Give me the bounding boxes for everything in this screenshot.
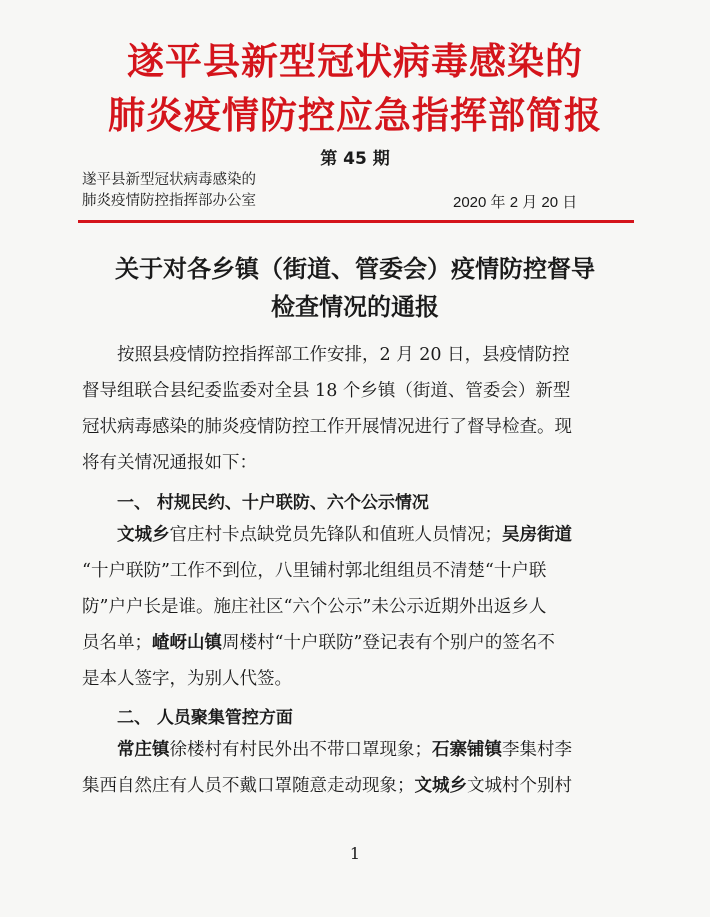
section-2-heading: 二、 人员聚集管控方面 xyxy=(117,708,293,728)
intro-line-3: 冠状病毒感染的肺炎疫情防控工作开展情况进行了督导检查。现 xyxy=(82,417,572,437)
page-number: 1 xyxy=(349,844,361,863)
issue-number: 第 45 期 xyxy=(320,149,390,169)
section-1-line-2: “十户联防”工作不到位，八里铺村郭北组组员不清楚“十户联 xyxy=(82,561,547,581)
section-2-line-2 xyxy=(82,774,572,798)
town-name: 文城乡 xyxy=(414,776,467,796)
section-1-heading: 一、 村规民约、十户联防、六个公示情况 xyxy=(117,493,429,513)
town-name: 嵖岈山镇 xyxy=(152,633,222,653)
finding-text: 员名单； xyxy=(82,633,152,653)
section-1-line-5: 是本人签字，为别人代签。 xyxy=(82,669,292,689)
section-2-line-1 xyxy=(117,738,572,762)
section-1-line-1 xyxy=(117,523,572,547)
section-1-line-4 xyxy=(82,631,555,655)
masthead-line-1: 遂平县新型冠状病毒感染的 xyxy=(127,40,583,83)
intro-line-4: 将有关情况通报如下： xyxy=(82,453,257,473)
red-divider-rule xyxy=(78,220,634,223)
finding-text: 官庄村卡点缺党员先锋队和值班人员情况； xyxy=(169,525,502,545)
issue-date: 2020 年 2 月 20 日 xyxy=(453,194,578,211)
finding-text: 集西自然庄有人员不戴口罩随意走动现象； xyxy=(82,776,415,796)
finding-text: 徐楼村有村民外出不带口罩现象； xyxy=(169,740,432,760)
notice-title-line-1: 关于对各乡镇（街道、管委会）疫情防控督导 xyxy=(115,255,595,283)
intro-line-2: 督导组联合县纪委监委对全县 18 个乡镇（街道、管委会）新型 xyxy=(82,381,571,401)
finding-text: 文城村个别村 xyxy=(467,776,572,796)
issuing-office-line-1: 遂平县新型冠状病毒感染的 xyxy=(82,172,256,188)
town-name: 常庄镇 xyxy=(117,740,170,760)
finding-text: 周楼村“十户联防”登记表有个别户的签名不 xyxy=(222,633,555,653)
finding-text: 李集村李 xyxy=(502,740,572,760)
notice-title-line-2: 检查情况的通报 xyxy=(271,293,439,321)
masthead-line-2: 肺炎疫情防控应急指挥部简报 xyxy=(108,94,602,137)
town-name: 石寨铺镇 xyxy=(432,740,502,760)
section-1-line-3: 防”户户长是谁。施庄社区“六个公示”未公示近期外出返乡人 xyxy=(82,597,547,617)
town-name: 吴房街道 xyxy=(502,525,572,545)
intro-line-1: 按照县疫情防控指挥部工作安排，2 月 20 日，县疫情防控 xyxy=(117,345,570,365)
issuing-office-line-2: 肺炎疫情防控指挥部办公室 xyxy=(82,193,256,209)
town-name: 文城乡 xyxy=(117,525,170,545)
